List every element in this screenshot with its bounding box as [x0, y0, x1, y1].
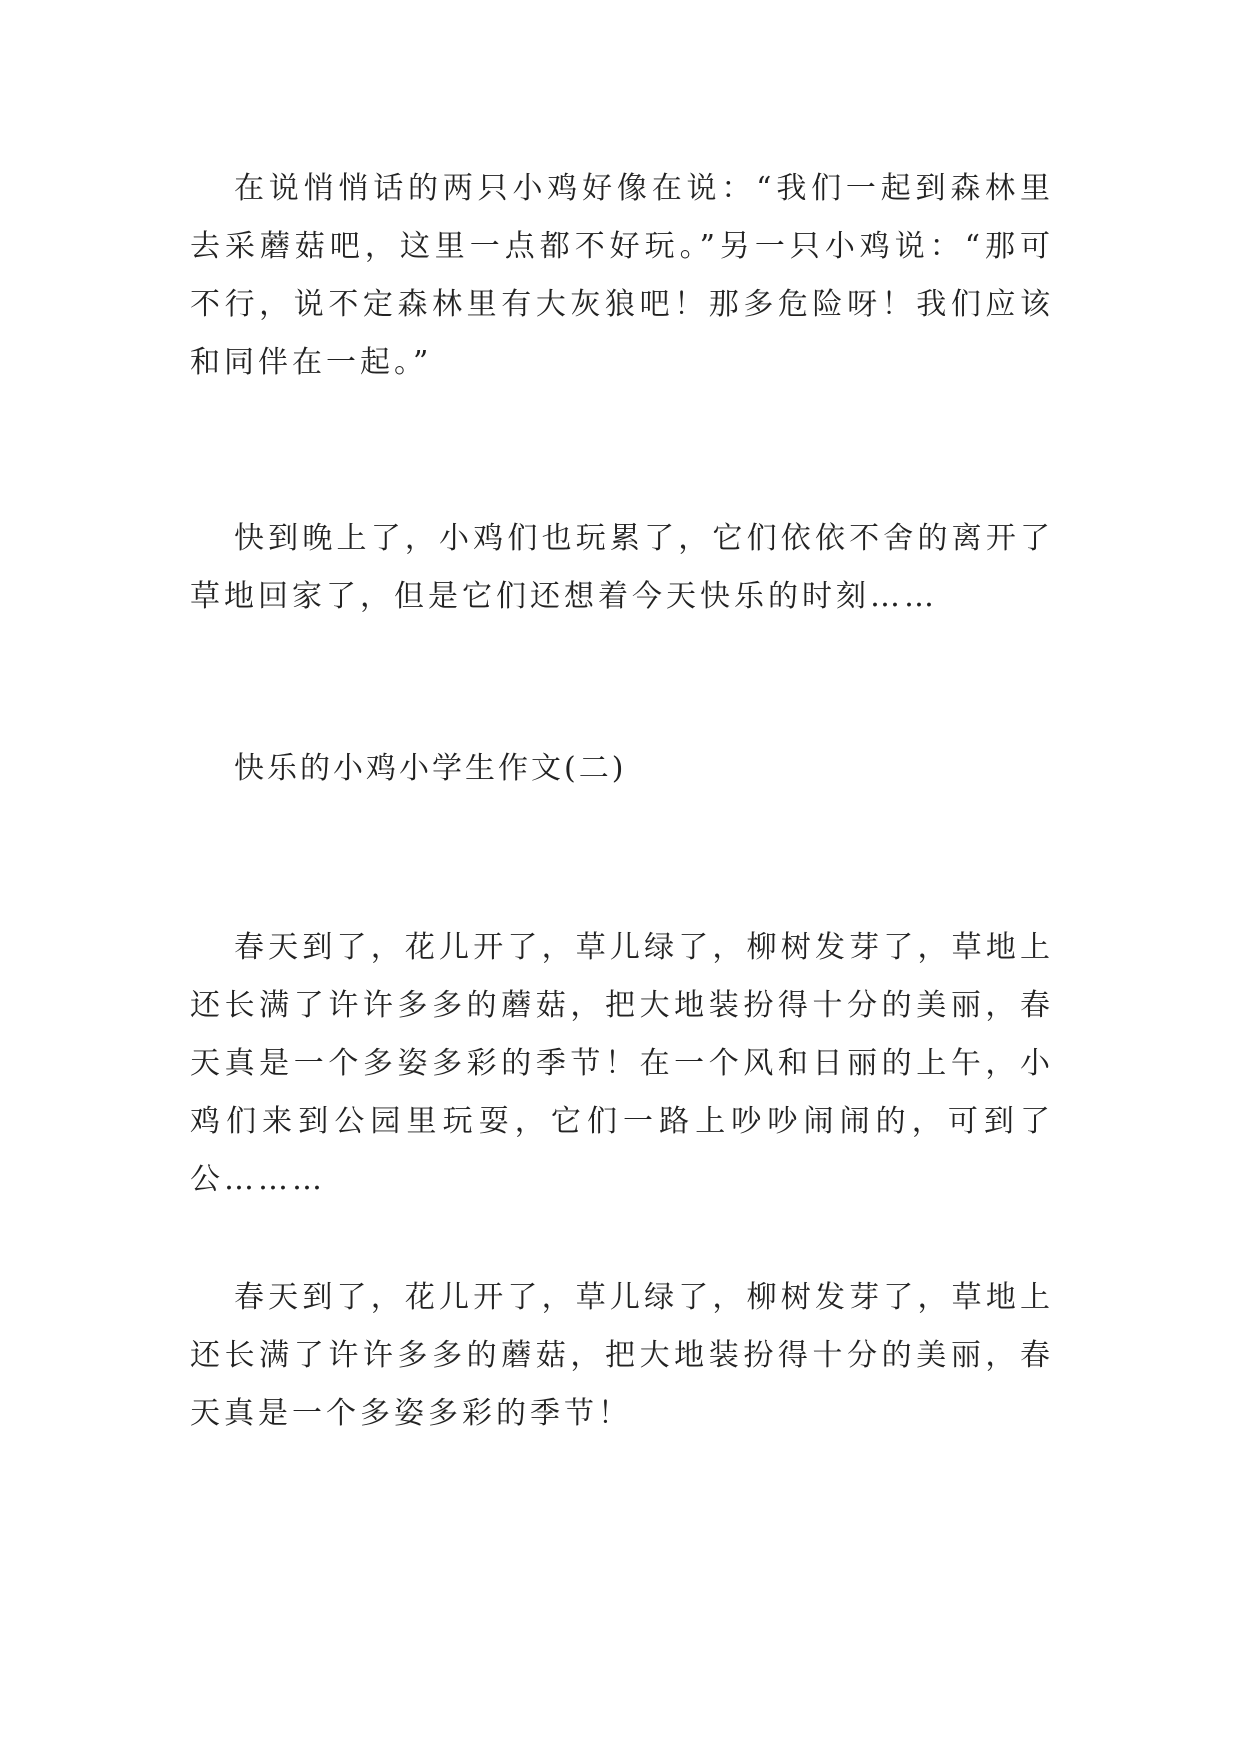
paragraph-spring-park: 春天到了，花儿开了，草儿绿了，柳树发芽了，草地上还长满了许许多多的蘑菇，把大地装扮得十分的美丽，春天真是一个多姿多彩的季节！在一个风和日丽的上午，小鸡们来到公园里玩耍，它们一路上吵吵闹闹的，可到了公……… [190, 930, 1054, 1197]
paragraph-evening-going-home: 快到晚上了，小鸡们也玩累了，它们依依不舍的离开了草地回家了，但是它们还想着今天快乐的时刻…… [190, 521, 1054, 614]
section-heading: 快乐的小鸡小学生作文(二) [234, 751, 627, 786]
paragraph-chicks-whispering: 在说悄悄话的两只小鸡好像在说：“我们一起到森林里去采蘑菇吧，这里一点都不好玩。”另一只小鸡说：“那可不行，说不定森林里有大灰狼吧！那多危险呀！我们应该和同伴在一起。” [190, 171, 1054, 380]
paragraph-spring-season: 春天到了，花儿开了，草儿绿了，柳树发芽了，草地上还长满了许许多多的蘑菇，把大地装扮得十分的美丽，春天真是一个多姿多彩的季节！ [190, 1280, 1054, 1431]
